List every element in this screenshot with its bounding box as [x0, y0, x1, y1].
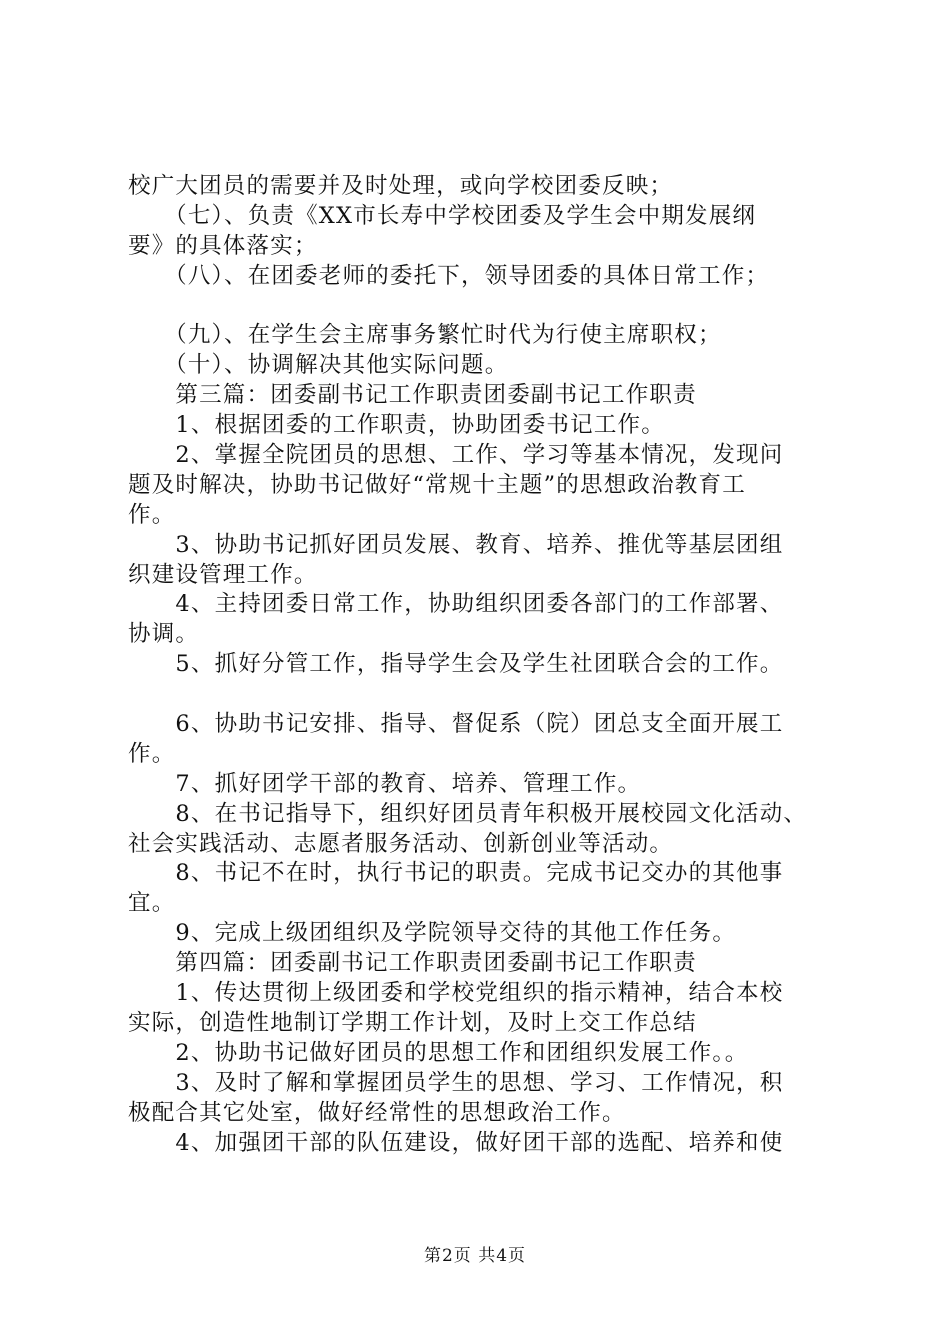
section-heading: 第三篇：团委副书记工作职责团委副书记工作职责 [128, 382, 697, 409]
text-line: 8、在书记指导下，组织好团员青年积极开展校园文化活动、 [128, 800, 808, 827]
text-line: 4、主持团委日常工作，协助组织团委各部门的工作部署、 [128, 591, 784, 618]
text-line: 校广大团员的需要并及时处理，或向学校团委反映； [128, 173, 674, 199]
text-line: （七）、负责《XX市长寿中学校团委及学生会中期发展纲 [128, 202, 757, 229]
text-line: 织建设管理工作。 [128, 561, 318, 588]
text-line: 6、协助书记安排、指导、督促系（院）团总支全面开展工 [128, 711, 784, 738]
text-line: 协调。 [128, 621, 200, 648]
text-line: 4、加强团干部的队伍建设，做好团干部的选配、培养和使 [128, 1129, 784, 1156]
text-line: 1、根据团委的工作职责，协助团委书记工作。 [128, 412, 665, 439]
text-line: 极配合其它处室，做好经常性的思想政治工作。 [128, 1099, 626, 1126]
text-line: 宜。 [128, 890, 176, 917]
text-line: 实际，创造性地制订学期工作计划，及时上交工作总结 [128, 1009, 697, 1036]
text-line: 3、协助书记抓好团员发展、教育、培养、推优等基层团组 [128, 531, 784, 558]
page-number-label: 第2页 共4页 [423, 1246, 527, 1266]
text-line: 9、完成上级团组织及学院领导交待的其他工作任务。 [128, 920, 737, 947]
text-line: （十）、协调解决其他实际问题。 [128, 352, 509, 379]
blank-line [128, 680, 840, 710]
text-line: 社会实践活动、志愿者服务活动、创新创业等活动。 [128, 830, 674, 857]
text-line: 要》的具体落实； [128, 232, 318, 259]
text-line: 5、抓好分管工作，指导学生会及学生社团联合会的工作。 [128, 651, 784, 678]
text-line: 2、协助书记做好团员的思想工作和团组织发展工作。。 [128, 1039, 749, 1066]
text-line: 8、书记不在时，执行书记的职责。完成书记交办的其他事 [128, 860, 784, 887]
text-line: 1、传达贯彻上级团委和学校党组织的指示精神，结合本校 [128, 980, 784, 1007]
text-line: 题及时解决，协助书记做好“常规十主题”的思想政治教育工 [128, 471, 746, 498]
blank-line [128, 292, 840, 322]
text-line: （八）、在团委老师的委托下，领导团委的具体日常工作； [128, 262, 770, 289]
text-line: 3、及时了解和掌握团员学生的思想、学习、工作情况，积 [128, 1069, 784, 1096]
text-line: 作。 [128, 740, 176, 767]
text-line: 7、抓好团学干部的教育、培养、管理工作。 [128, 770, 642, 797]
text-line: 作。 [128, 501, 176, 528]
text-line: 2、掌握全院团员的思想、工作、学习等基本情况，发现问 [128, 442, 784, 469]
page-footer [0, 1244, 950, 1268]
text-line: （九）、在学生会主席事务繁忙时代为行使主席职权； [128, 322, 722, 349]
section-heading: 第四篇：团委副书记工作职责团委副书记工作职责 [128, 950, 697, 977]
document-body [128, 172, 840, 1158]
